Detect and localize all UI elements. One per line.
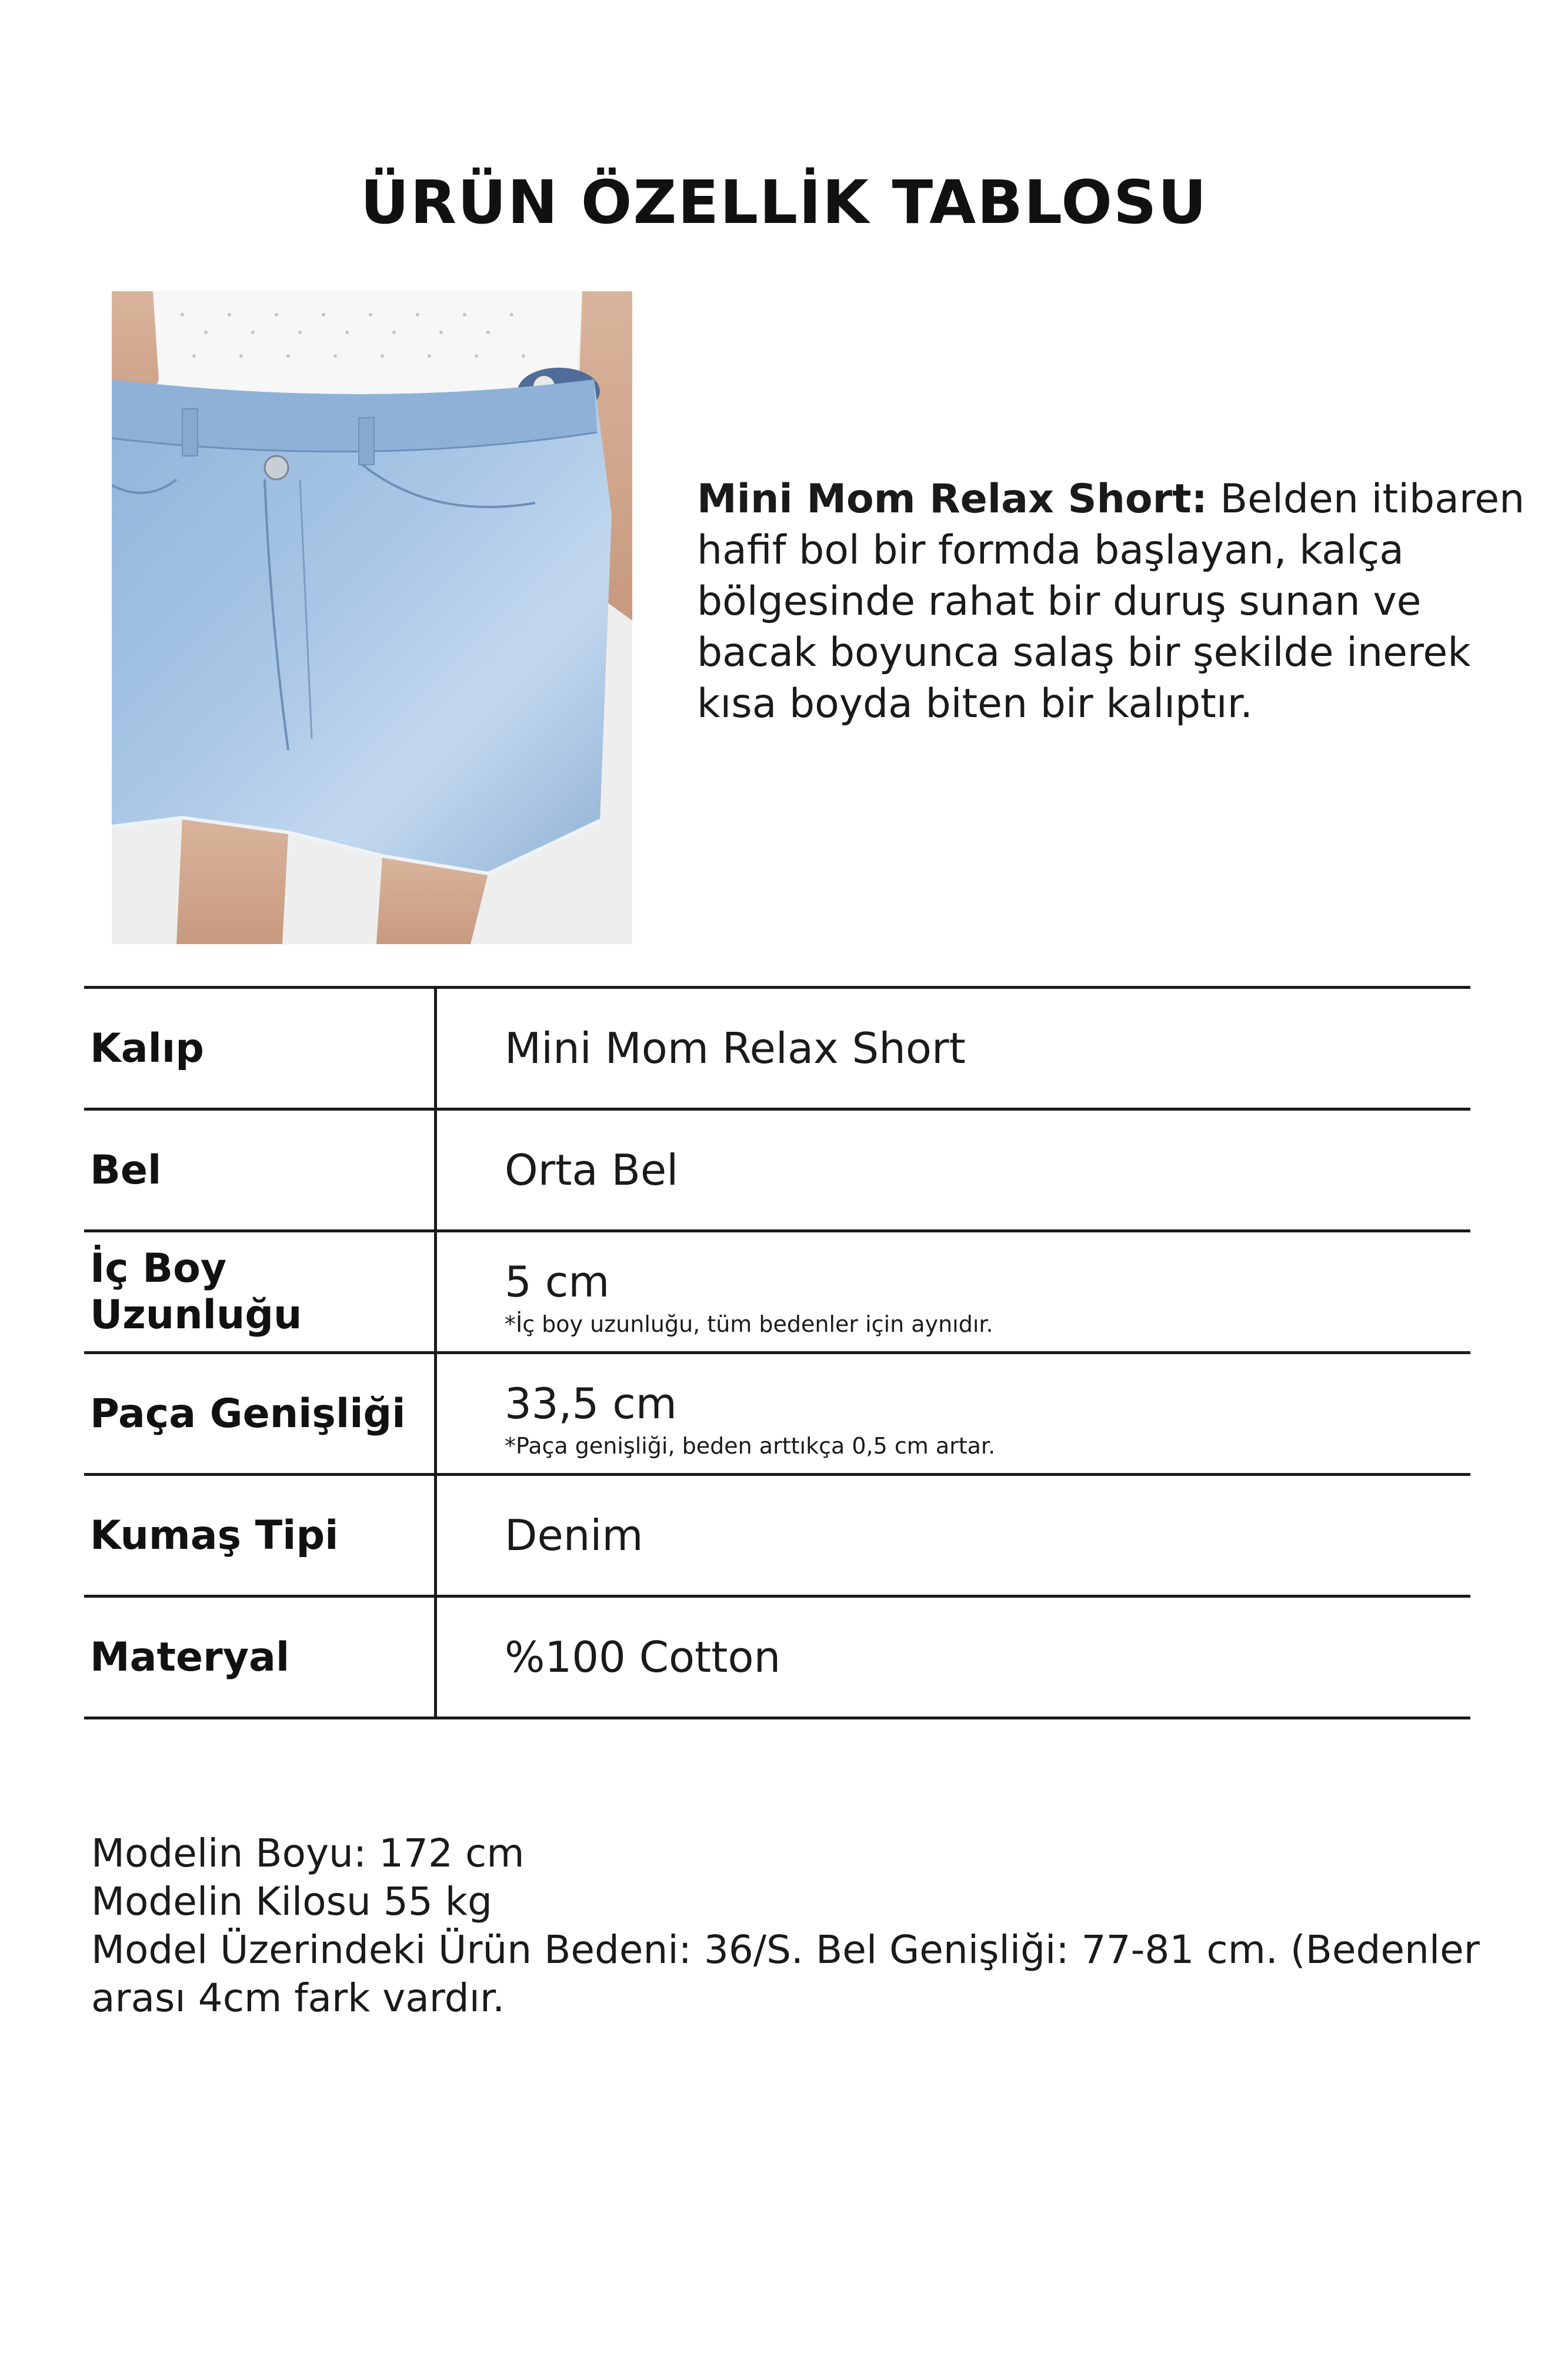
- spec-value: [505, 989, 1470, 1108]
- spec-label: Paça Genişliği: [90, 1390, 406, 1437]
- model-info: [91, 1829, 1491, 2022]
- spec-row-paca: [84, 1354, 1470, 1476]
- spec-value: [505, 1232, 1470, 1351]
- spec-row-kumas: [84, 1476, 1470, 1598]
- spec-value: [505, 1111, 1470, 1229]
- spec-row-bel: [84, 1111, 1470, 1232]
- model-info-line: Model Üzerindeki Ürün Bedeni: 36/S. Bel Genişliği: 77-81 cm. (Bedenler: [91, 1927, 1480, 1972]
- description-line: bacak boyunca salaş bir şekilde inerek: [697, 629, 1471, 676]
- description-title: Mini Mom Relax Short:: [697, 476, 1207, 522]
- spec-value-text: %100 Cotton: [505, 1632, 781, 1682]
- spec-value: [505, 1354, 1470, 1473]
- spec-label: İç Boy Uzunluğu: [90, 1245, 302, 1338]
- column-divider: [434, 1111, 437, 1229]
- spec-label: Materyal: [90, 1634, 290, 1681]
- model-info-line: Modelin Boyu: 172 cm: [91, 1831, 525, 1876]
- spec-value-text: Orta Bel: [505, 1145, 679, 1195]
- denim-shorts-photo-icon: [112, 291, 632, 944]
- column-divider: [434, 1598, 437, 1717]
- column-divider: [434, 1232, 437, 1351]
- spec-value-text: 33,5 cm: [505, 1379, 677, 1428]
- model-info-line: Modelin Kilosu 55 kg: [91, 1879, 492, 1924]
- page-title: ÜRÜN ÖZELLİK TABLOSU: [360, 168, 1208, 238]
- description-line: hafif bol bir formda başlayan, kalça: [697, 527, 1404, 574]
- product-description: [697, 474, 1532, 729]
- column-divider: [434, 1476, 437, 1595]
- spec-row-kalip: [84, 989, 1470, 1111]
- column-divider: [434, 989, 437, 1108]
- column-divider: [434, 1354, 437, 1473]
- spec-label: Kumaş Tipi: [90, 1512, 339, 1559]
- description-line: bölgesinde rahat bir duruş sunan ve: [697, 578, 1422, 625]
- spec-row-ic-boy: [84, 1232, 1470, 1354]
- spec-note: *Paça genişliği, beden arttıkça 0,5 cm artar.: [505, 1433, 996, 1459]
- spec-label: Bel: [90, 1146, 162, 1194]
- product-photo: [112, 291, 632, 944]
- description-line: Belden itibaren: [1207, 476, 1525, 522]
- spec-label: Kalıp: [90, 1025, 204, 1072]
- description-line: kısa boyda biten bir kalıptır.: [697, 681, 1253, 727]
- spec-value-text: Mini Mom Relax Short: [505, 1024, 966, 1073]
- spec-row-materyal: [84, 1598, 1470, 1719]
- spec-note: *İç boy uzunluğu, tüm bedenler için aynıdır.: [505, 1311, 993, 1337]
- spec-table: [84, 986, 1470, 1719]
- model-info-line: arası 4cm fark vardır.: [91, 1975, 505, 2021]
- spec-value-text: Denim: [505, 1511, 643, 1560]
- spec-value-text: 5 cm: [505, 1257, 610, 1307]
- spec-value: [505, 1476, 1470, 1595]
- spec-value: [505, 1598, 1470, 1717]
